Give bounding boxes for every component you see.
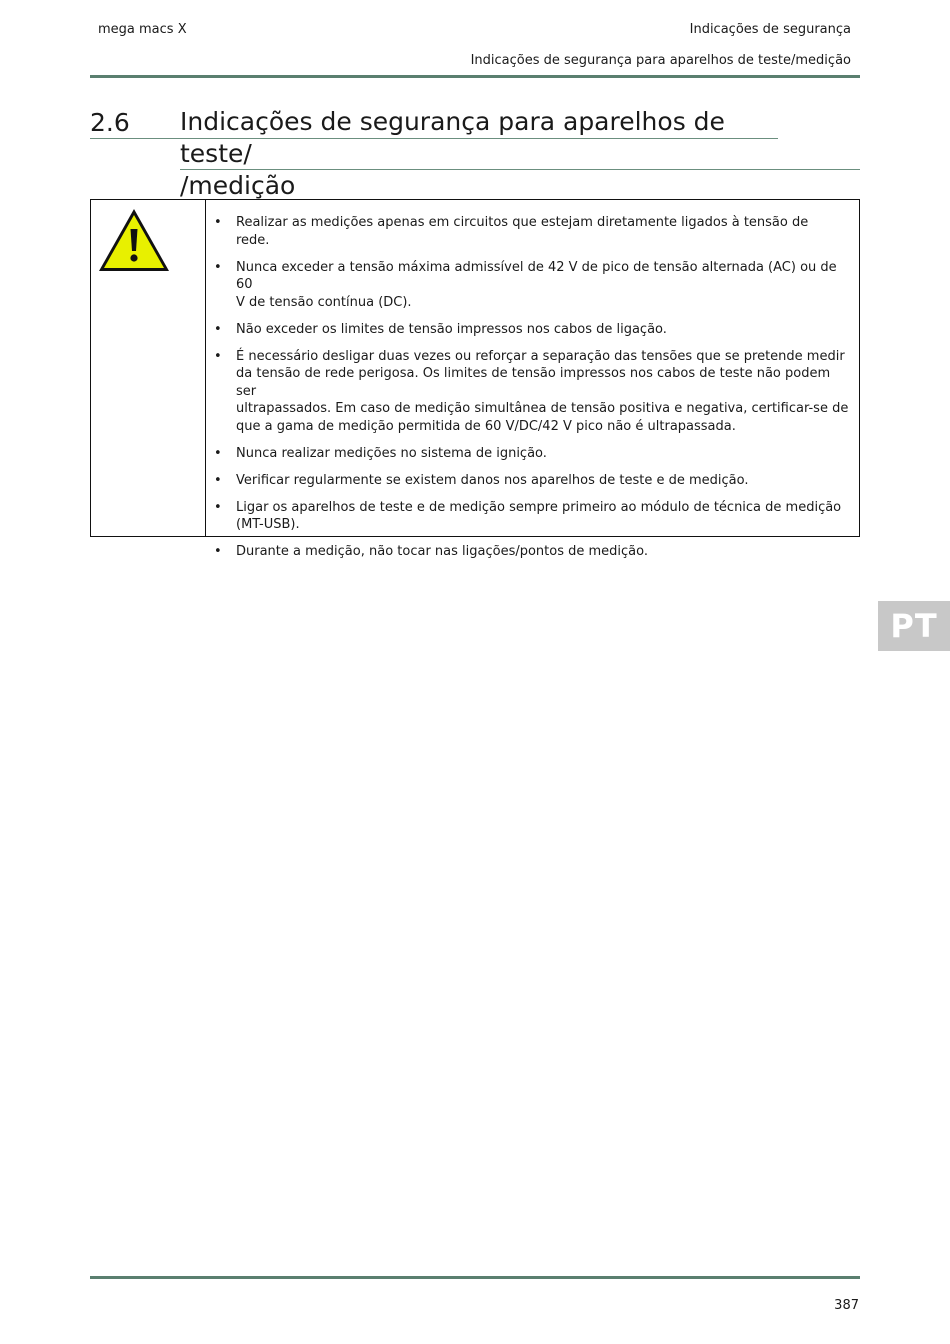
list-item: • É necessário desligar duas vezes ou reforçar a separação das tensões que se pretende medir da tensão de rede perigosa. Os limites de tensão impressos nos cabos de teste não podem ser ultrapassados. Em caso de medição simultânea de tensão positiva e negativa, certificar-se de que a gama de medição permitida de 60 V/DC/42 V pico não é ultrapassada. xyxy=(214,348,849,434)
title-underline xyxy=(180,169,860,170)
section-title-line1: Indicações de segurança para aparelhos de teste/ xyxy=(180,107,725,168)
section-title-line2: /medição xyxy=(180,171,296,200)
section-title xyxy=(180,106,800,202)
header-product: mega macs X xyxy=(98,22,187,37)
header-section: Indicações de segurança para aparelhos de teste/medição xyxy=(470,53,851,68)
warning-text-cell xyxy=(206,200,859,559)
section-number: 2.6 xyxy=(90,108,130,137)
list-item: • Realizar as medições apenas em circuitos que estejam diretamente ligados à tensão de rede. xyxy=(214,215,809,248)
list-item: • Verificar regularmente se existem danos nos aparelhos de teste e de medição. xyxy=(214,472,749,488)
list-item: • Durante a medição, não tocar nas ligações/pontos de medição. xyxy=(214,544,649,559)
language-tab: PT xyxy=(878,601,950,651)
list-item: • Nunca realizar medições no sistema de ignição. xyxy=(214,445,547,461)
warning-triangle-icon xyxy=(97,207,171,273)
footer-rule xyxy=(90,1276,860,1279)
list-item: • Não exceder os limites de tensão impressos nos cabos de ligação. xyxy=(214,321,667,337)
list-item: • Nunca exceder a tensão máxima admissível de 42 V de pico de tensão alternada (AC) ou de 60 V de tensão contínua (DC). xyxy=(214,259,837,310)
warning-icon-cell xyxy=(91,200,206,536)
header-rule xyxy=(90,75,860,78)
page-number: 387 xyxy=(834,1298,859,1313)
warning-list xyxy=(214,214,851,561)
header-chapter: Indicações de segurança xyxy=(689,22,851,37)
list-item: • Ligar os aparelhos de teste e de medição sempre primeiro ao módulo de técnica de medição (MT-USB). xyxy=(214,499,842,532)
title-underline xyxy=(90,138,778,139)
warning-box xyxy=(90,199,860,559)
